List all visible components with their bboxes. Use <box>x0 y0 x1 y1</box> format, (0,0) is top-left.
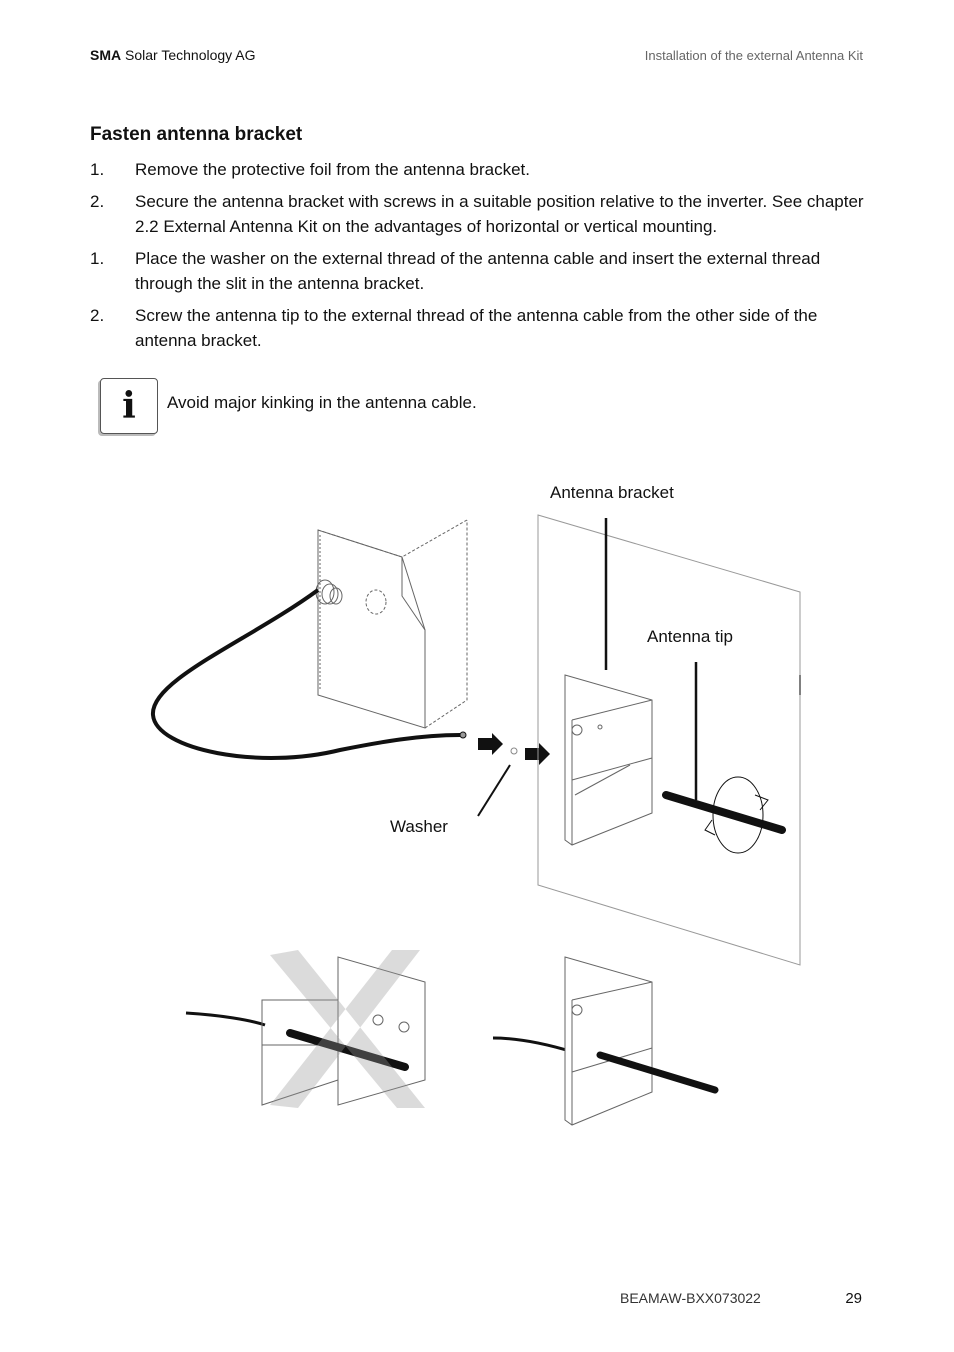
step-text: Secure the antenna bracket with screws in a suitable position relative to the inverter. See chapter 2.2 External Antenna Kit on the advantages of horizontal or vertical mounting. <box>135 192 864 236</box>
company-brand: SMA <box>90 47 122 63</box>
page-number: 29 <box>845 1290 862 1307</box>
step-item <box>90 189 870 239</box>
antenna-bracket <box>565 675 652 845</box>
inverter-housing <box>316 520 467 728</box>
header-chapter: Installation of the external Antenna Kit <box>644 48 863 63</box>
note-text: Avoid major kinking in the antenna cable. <box>167 393 477 412</box>
step-number: 2. <box>90 192 105 211</box>
arrow-to-washer <box>478 733 503 755</box>
info-icon <box>100 378 158 434</box>
washer-leader <box>478 765 510 816</box>
mounting-illustration <box>0 460 954 1160</box>
step-number: 2. <box>90 306 105 325</box>
step-number: 1. <box>90 160 105 179</box>
step-text: Screw the antenna tip to the external thread of the antenna cable from the other side of the antenna bracket. <box>135 306 818 350</box>
step-item <box>90 303 870 353</box>
label-antenna-tip: Antenna tip <box>647 627 734 646</box>
step-text: Remove the protective foil from the antenna bracket. <box>135 160 530 179</box>
step-item <box>90 157 870 182</box>
antenna-cable <box>153 590 460 758</box>
footer-doc-id: BEAMAW-BXX073022 <box>620 1290 761 1306</box>
cable-thread <box>460 732 466 738</box>
label-antenna-bracket: Antenna bracket <box>550 483 674 502</box>
label-washer: Washer <box>390 817 448 836</box>
company-name: Solar Technology AG <box>121 47 256 63</box>
step-number: 1. <box>90 249 105 268</box>
washer <box>511 748 517 754</box>
instruction-steps <box>90 157 870 360</box>
step-item <box>90 246 870 296</box>
info-icon-glyph: i <box>122 385 136 427</box>
step-text: Place the washer on the external thread of the antenna cable and insert the external thread through the slit in the antenna bracket. <box>135 249 821 293</box>
correct-example <box>493 957 715 1125</box>
header-company <box>90 47 256 63</box>
section-title: Fasten antenna bracket <box>90 124 303 145</box>
